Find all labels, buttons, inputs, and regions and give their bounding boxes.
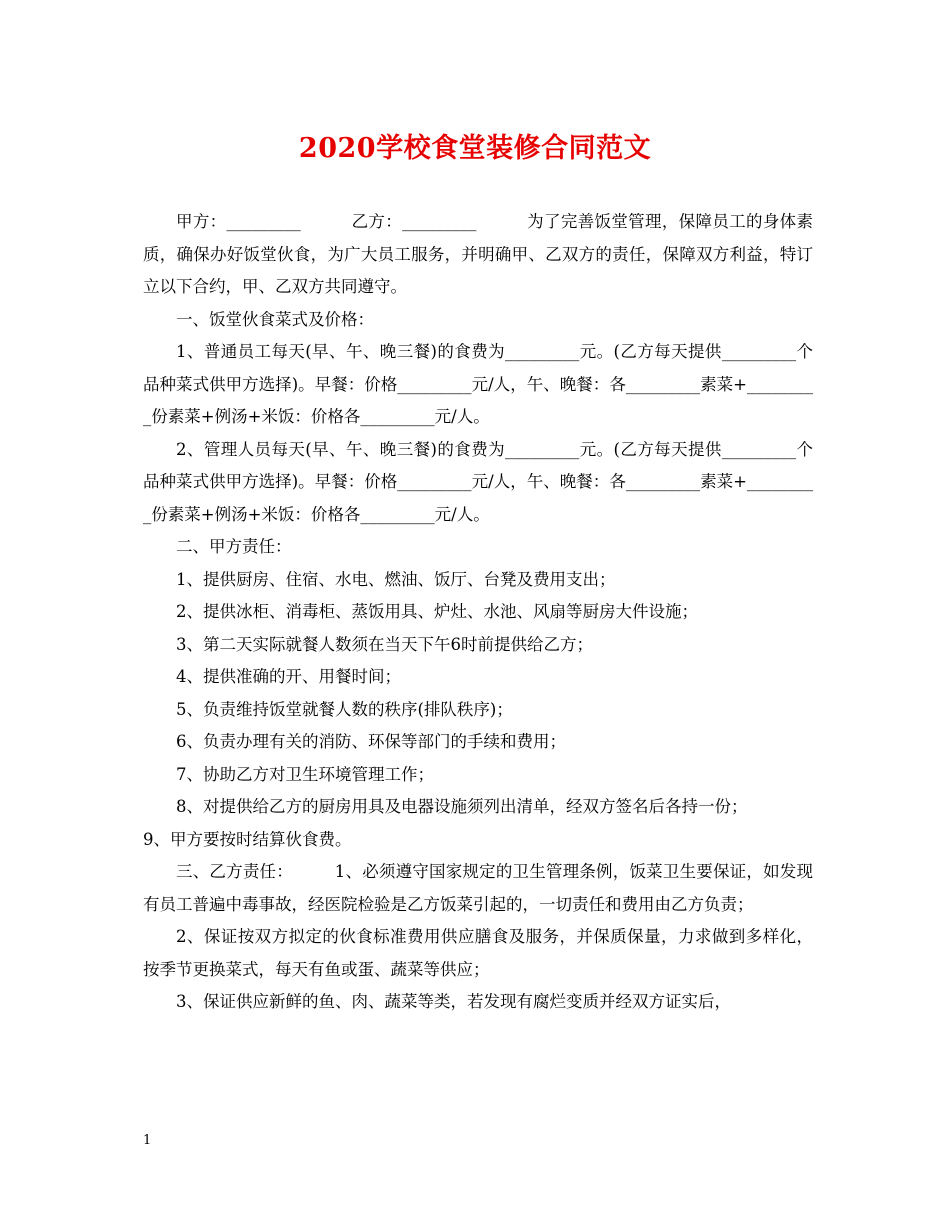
- document-title: 2020学校食堂装修合同范文: [298, 133, 652, 164]
- paragraph: 4、提供准确的开、用餐时间；: [176, 667, 401, 686]
- page-number: 1: [143, 1133, 152, 1148]
- paragraph: 甲方：_________ 乙方：_________ 为了完善饭堂管理，保障员工的身体素质，确保办好饭堂伙食，为广大员工服务，并明确甲、乙双方的责任，保障双方利益，特订立以下合约，甲、乙双方共同遵守。: [143, 212, 813, 296]
- paragraph: 6、负责办理有关的消防、环保等部门的手续和费用；: [176, 732, 566, 751]
- document-body: [143, 206, 813, 1019]
- paragraph: 2、管理人员每天(早、午、晚三餐)的食费为_________元。(乙方每天提供_________个品种菜式供甲方选择)。早餐：价格_________元/人，午、晚餐：各_________素菜+_________份素菜+例汤+米饭：价格各_________元/人。: [143, 439, 813, 524]
- paragraph: 1、普通员工每天(早、午、晚三餐)的食费为_________元。(乙方每天提供_________个品种菜式供甲方选择)。早餐：价格_________元/人，午、晚餐：各_________素菜+_________份素菜+例汤+米饭：价格各_________元/人。: [143, 342, 813, 426]
- paragraph: 二、甲方责任：: [176, 537, 292, 556]
- paragraph: 3、第二天实际就餐人数须在当天下午6时前提供给乙方；: [176, 634, 593, 654]
- paragraph: 9、甲方要按时结算伙食费。: [143, 829, 352, 849]
- paragraph: 8、对提供给乙方的厨房用具及电器设施须列出清单，经双方签名后各持一份；: [176, 797, 748, 816]
- paragraph: 三、乙方责任： 1、必须遵守国家规定的卫生管理条例，饭菜卫生要保证，如发现有员工普遍中毒事故，经医院检验是乙方饭菜引起的，一切责任和费用由乙方负责；: [143, 862, 813, 914]
- paragraph: 一、饭堂伙食菜式及价格：: [176, 309, 374, 329]
- paragraph: 2、保证按双方拟定的伙食标准费用供应膳食及服务，并保质保量，力求做到多样化，按季节更换菜式，每天有鱼或蛋、蔬菜等供应；: [143, 927, 813, 979]
- paragraph: 7、协助乙方对卫生环境管理工作；: [176, 764, 434, 784]
- paragraph: 5、负责维持饭堂就餐人数的秩序(排队秩序)；: [176, 699, 513, 719]
- paragraph: 2、提供冰柜、消毒柜、蒸饭用具、炉灶、水池、风扇等厨房大件设施；: [176, 602, 698, 621]
- paragraph: 3、保证供应新鲜的鱼、肉、蔬菜等类，若发现有腐烂变质并经双方证实后，: [176, 992, 731, 1011]
- paragraph: 1、提供厨房、住宿、水电、燃油、饭厅、台凳及费用支出；: [176, 569, 616, 589]
